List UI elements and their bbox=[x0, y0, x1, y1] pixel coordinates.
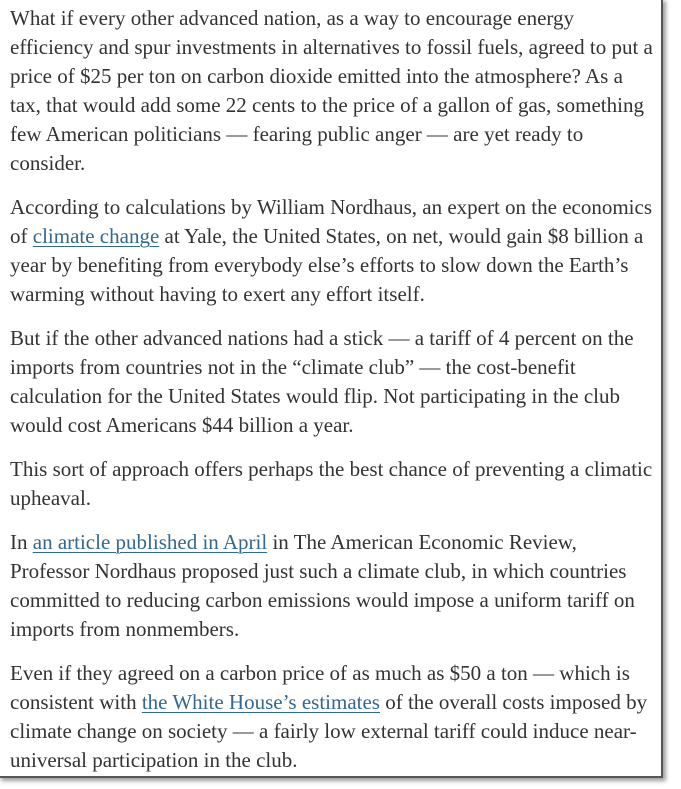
paragraph bbox=[10, 193, 653, 309]
paragraph-text: at Yale, the United States, on net, would gain $8 billion a year by benefiting from everybody else’s efforts to slow down the Earth’s warming without having to exert any effort itself. bbox=[10, 224, 644, 306]
paragraph-text: This sort of approach offers perhaps the best chance of preventing a climatic upheaval. bbox=[10, 457, 653, 510]
paragraph-text: Even if they agreed on a carbon price of as much as $50 a ton — which is consistent with bbox=[10, 661, 630, 714]
paragraph bbox=[10, 659, 653, 775]
paragraph-text: in The American Economic Review, Professor Nordhaus proposed just such a climate club, in which countries committed to reducing carbon emissions would impose a uniform tariff on imports from nonmembers. bbox=[10, 530, 635, 641]
paragraph bbox=[10, 455, 653, 513]
paragraph bbox=[10, 4, 653, 178]
paragraph-text: In bbox=[10, 530, 33, 554]
article-published-april-link[interactable]: an article published in April bbox=[32, 530, 268, 554]
paragraph-text: But if the other advanced nations had a stick — a tariff of 4 percent on the imports from countries not in the “climate club” — the cost-benefit calculation for the United States would flip. Not participating in the club would cost Americans $44 billion a year. bbox=[10, 326, 634, 437]
paragraph-text: What if every other advanced nation, as a way to encourage energy efficiency and spur investments in alternatives to fossil fuels, agreed to put a price of $25 per ton on carbon dioxide emitted into the atmosphere? As a tax, that would add some 22 cents to the price of a gallon of gas, something few American politicians — fearing public anger — are yet ready to consider. bbox=[10, 6, 653, 175]
paragraph bbox=[10, 528, 653, 644]
white-house-estimates-link[interactable]: the White House’s estimates bbox=[141, 690, 380, 714]
paragraph bbox=[10, 324, 653, 440]
climate-change-link[interactable]: climate change bbox=[32, 224, 160, 248]
paragraph-text: According to calculations by William Nordhaus, an expert on the economics of bbox=[10, 195, 653, 248]
paragraph-text: of the overall costs imposed by climate change on society — a fairly low external tariff could induce near-universal participation in the club. bbox=[10, 690, 648, 772]
